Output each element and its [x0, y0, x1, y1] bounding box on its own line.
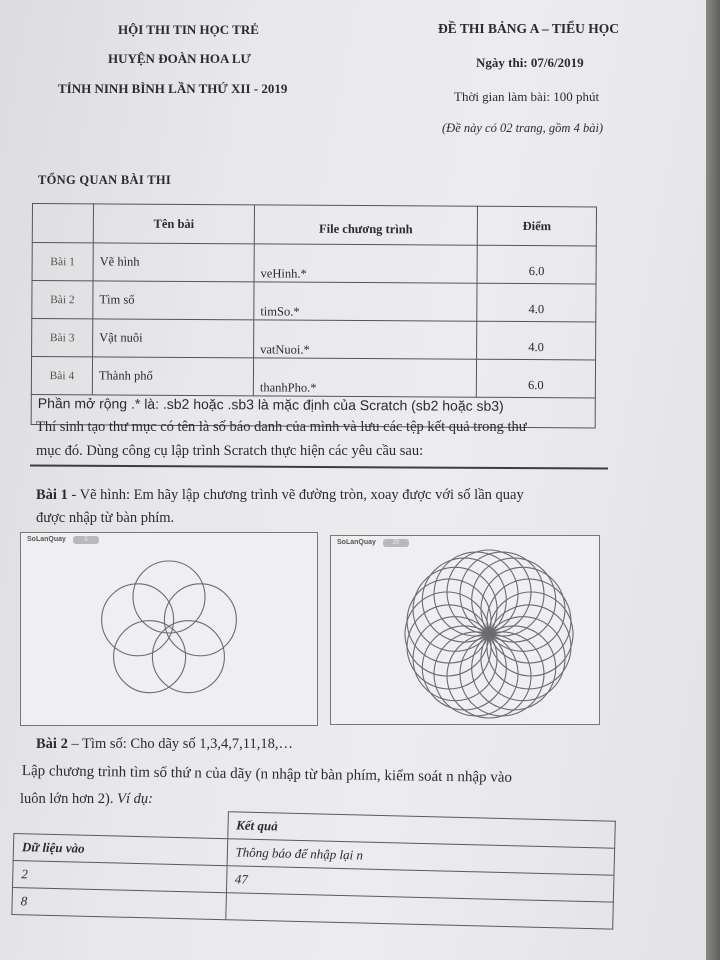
example-output-header: Kết quả	[227, 812, 615, 848]
table-row: Bài 2 Tìm số timSo.* 4.0	[32, 281, 596, 322]
exam-title: ĐỀ THI BẢNG A – TIỂU HỌC	[438, 21, 620, 36]
exam-page-note: (Đề này có 02 trang, gồm 4 bài)	[442, 121, 604, 135]
circle-drawing	[331, 536, 599, 724]
overview-table	[31, 203, 597, 428]
org-line-2: HUYỆN ĐOÀN HOA LƯ	[108, 51, 251, 66]
overview-title: TỔNG QUAN BÀI THI	[38, 173, 172, 187]
table-row: Bài 3 Vật nuôi vatNuoi.* 4.0	[32, 319, 596, 360]
bai2-line-3: luôn lớn hơn 2). Ví dụ:	[20, 791, 153, 807]
instructions-line-1: Thí sinh tạo thư mục có tên là số báo danh của mình và lưu các tệp kết quả trong thư	[36, 419, 527, 435]
variable-value: 5	[73, 536, 99, 544]
exam-date: Ngày thi: 07/6/2019	[476, 55, 584, 70]
variable-label: SoLanQuay	[27, 536, 66, 543]
header-score: Điểm	[477, 206, 596, 246]
bai2-line-1: Bài 2 – Tìm số: Cho dãy số 1,3,4,7,11,18,…	[36, 736, 293, 752]
example-input-header: Dữ liệu vào	[13, 834, 227, 866]
variable-value: 20	[383, 539, 409, 547]
example-input: 8	[12, 887, 226, 919]
bai2-label: Bài 2	[36, 736, 68, 752]
table-row: Bài 4 Thành phố thanhPho.* 6.0	[31, 357, 595, 398]
header-name: Tên bài	[93, 204, 254, 244]
section-divider	[30, 464, 608, 469]
circle-stroke	[152, 621, 224, 693]
bai1-label: Bài 1	[36, 487, 68, 503]
example-input: 2	[13, 860, 227, 892]
bai2-line-2: Lập chương trình tìm số thứ n của dãy (n nhập từ bàn phím, kiểm soát n nhập vào	[21, 762, 513, 786]
instructions-line-2: mục đó. Dùng công cụ lập trình Scratch thực hiện các yêu cầu sau:	[36, 443, 424, 459]
circle-stroke	[133, 561, 205, 633]
exam-duration: Thời gian làm bài: 100 phút	[454, 89, 600, 104]
extension-note: Phần mở rộng .* là: .sb2 hoặc .sb3 là mặc định của Scratch (sb2 hoặc sb3)	[31, 394, 595, 427]
circle-stroke	[114, 621, 186, 693]
org-line-1: HỘI THI TIN HỌC TRẺ	[118, 22, 259, 37]
example-output: 47	[226, 866, 614, 902]
example-table	[11, 806, 615, 930]
figure-five-circles	[20, 532, 318, 726]
circle-drawing	[21, 533, 317, 725]
example-output: Thông báo để nhập lại n	[227, 839, 615, 875]
circle-stroke	[164, 584, 236, 656]
background-edge	[706, 0, 720, 960]
org-line-3: TỈNH NINH BÌNH LẦN THỨ XII - 2019	[58, 81, 288, 96]
circle-stroke	[102, 584, 174, 656]
variable-label: SoLanQuay	[337, 539, 376, 546]
figure-twenty-circles	[330, 535, 600, 725]
header-file: File chương trình	[254, 205, 477, 245]
bai1-line-1: Bài 1 - Vẽ hình: Em hãy lập chương trình vẽ đường tròn, xoay được với số lần quay	[36, 487, 524, 503]
table-row: Bài 1 Vẽ hình veHinh.* 6.0	[32, 243, 596, 284]
bai1-line-2: được nhập từ bàn phím.	[36, 510, 175, 526]
